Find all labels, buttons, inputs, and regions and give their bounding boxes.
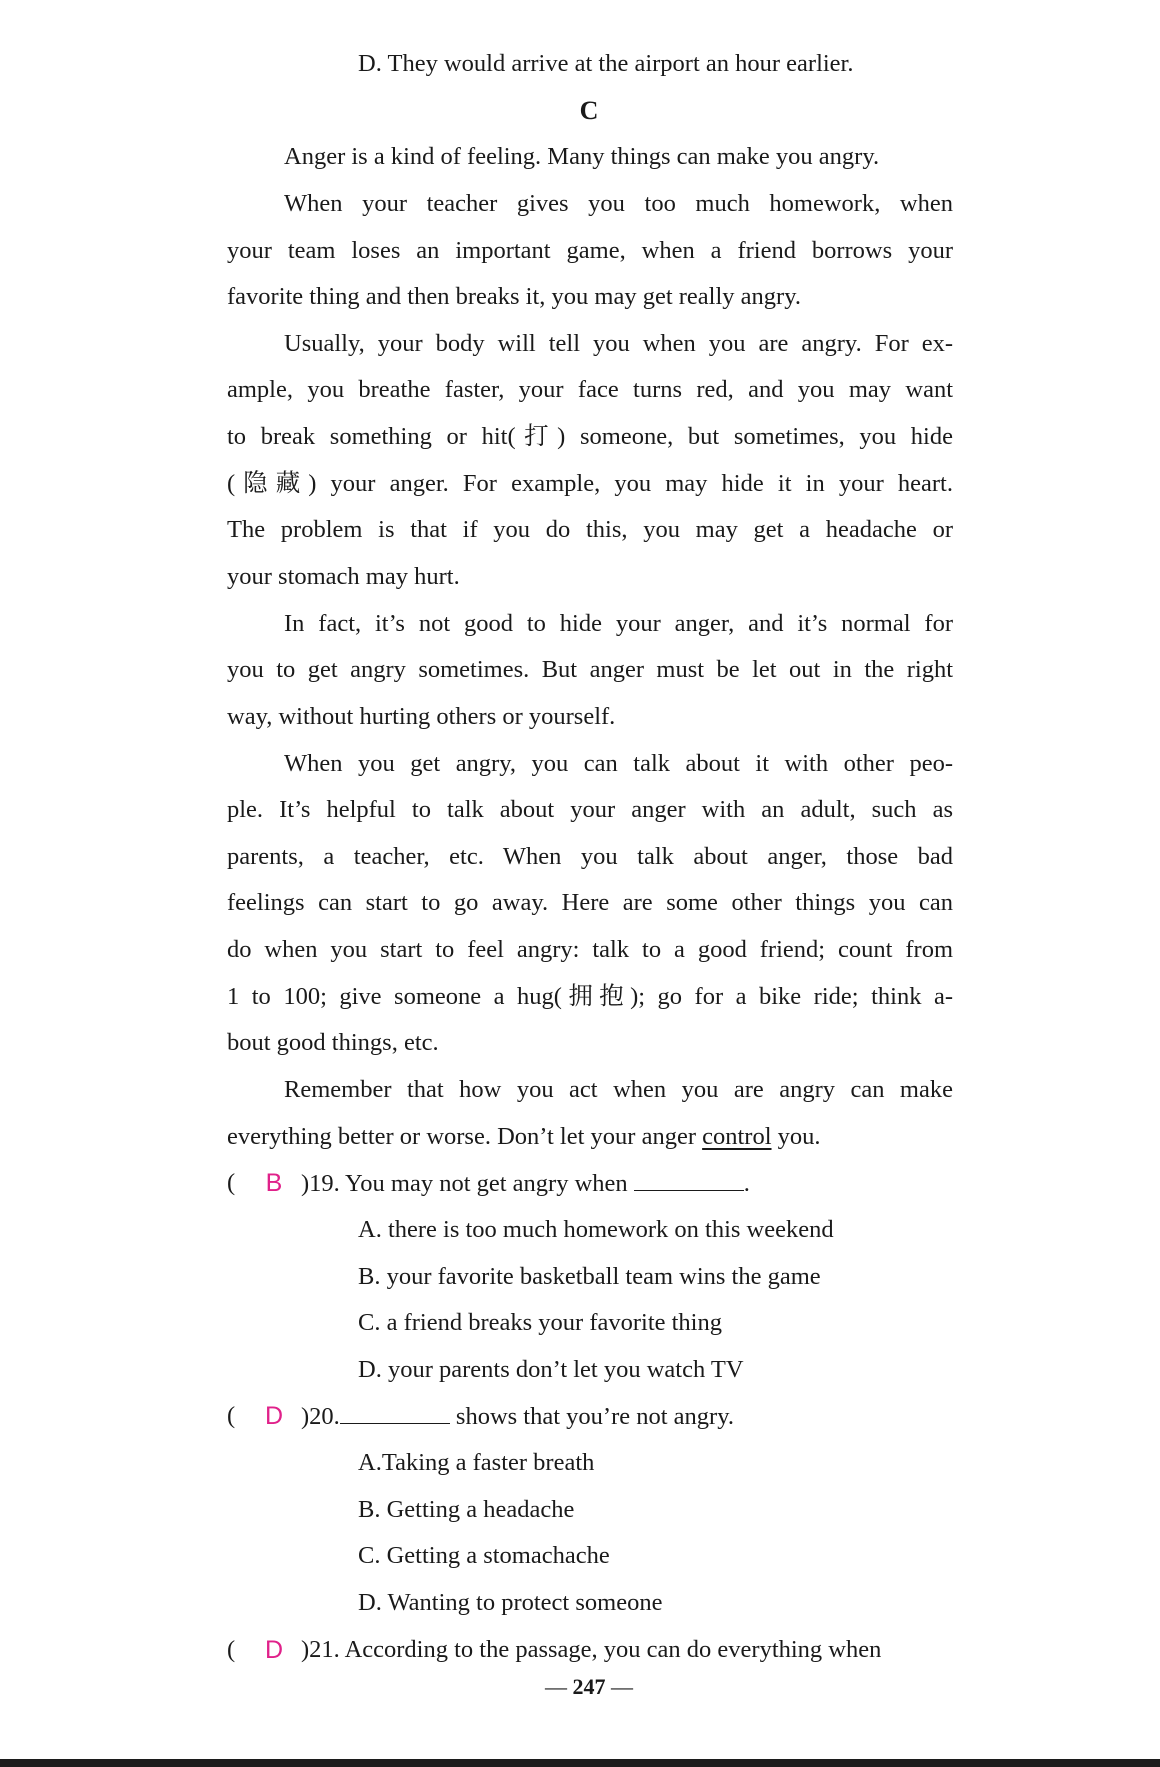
q21-stem-text: According to the passage, you can do everything when xyxy=(344,1636,882,1663)
q19-stem xyxy=(301,1168,750,1199)
passage-p4-line1: In fact, it’s not good to hide your anger, and it’s normal for xyxy=(284,610,953,637)
q20-stem-after: shows that you’re not angry. xyxy=(449,1403,734,1430)
page-number xyxy=(0,1674,1160,1700)
bottom-edge-bar xyxy=(0,1759,1160,1767)
prev-question-option-d: D. They would arrive at the airport an hour earlier. xyxy=(358,50,854,77)
passage-p3-line4: (隐藏) your anger. For example, you may hide it in your heart. xyxy=(227,470,953,497)
q20-option-b: B. Getting a headache xyxy=(358,1496,575,1523)
q21-paren-close: ) xyxy=(301,1636,310,1663)
q20-answer: D xyxy=(264,1402,284,1430)
q20-paren-open: ( xyxy=(227,1402,236,1429)
q19-option-d: D. your parents don’t let you watch TV xyxy=(358,1356,744,1383)
q20-option-c: C. Getting a stomachache xyxy=(358,1542,610,1569)
page-number-value: 247 xyxy=(572,1674,606,1699)
passage-p5-line7: bout good things, etc. xyxy=(227,1029,439,1056)
passage-p5-line1: When you get angry, you can talk about it with other peo- xyxy=(284,750,953,777)
passage-p5-line5: do when you start to feel angry: talk to a good friend; count from xyxy=(227,936,953,963)
q19-option-a: A. there is too much homework on this weekend xyxy=(358,1216,834,1243)
passage-p3-line2: ample, you breathe faster, your face turns red, and you may want xyxy=(227,376,953,403)
q19-answer-blank[interactable] xyxy=(634,1168,744,1191)
q19-answer: B xyxy=(265,1169,283,1197)
passage-p5-line2: ple. It’s helpful to talk about your anger with an adult, such as xyxy=(227,796,953,823)
page-number-dash-left: — xyxy=(545,1674,567,1699)
passage-p6-line2 xyxy=(227,1122,821,1152)
passage-p2-line3: favorite thing and then breaks it, you may get really angry. xyxy=(227,283,801,310)
section-title: C xyxy=(579,96,599,125)
passage-p3-line3: to break something or hit(打) someone, but sometimes, you hide xyxy=(227,423,953,450)
q20-option-d: D. Wanting to protect someone xyxy=(358,1589,663,1616)
passage-p4-line3: way, without hurting others or yourself. xyxy=(227,703,616,730)
q21-paren-open: ( xyxy=(227,1636,236,1663)
passage-p6-line1: Remember that how you act when you are angry can make xyxy=(284,1076,953,1103)
passage-p3-line1: Usually, your body will tell you when you are angry. For ex- xyxy=(284,330,953,357)
underlined-word-control: control xyxy=(702,1123,772,1150)
passage-p5-line3: parents, a teacher, etc. When you talk about anger, those bad xyxy=(227,843,953,870)
q20-paren-close: ) xyxy=(301,1403,310,1430)
q19-stem-after: . xyxy=(743,1170,750,1197)
q20-stem xyxy=(301,1401,734,1432)
q19-paren-open: ( xyxy=(227,1169,236,1196)
q20-option-a: A.Taking a faster breath xyxy=(358,1449,595,1476)
passage-p2-line2: your team loses an important game, when a friend borrows your xyxy=(227,237,953,264)
p6-text-before: everything better or worse. Don’t let your anger xyxy=(227,1123,703,1150)
q19-number: 19. xyxy=(309,1170,340,1197)
passage-p2-line1: When your teacher gives you too much homework, when xyxy=(284,190,953,217)
passage-p5-line6: 1 to 100; give someone a hug(拥抱); go for a bike ride; think a- xyxy=(227,983,953,1010)
q19-paren-close: ) xyxy=(301,1170,310,1197)
q20-number: 20. xyxy=(309,1403,340,1430)
q21-stem xyxy=(301,1635,881,1665)
passage-p5-line4: feelings can start to go away. Here are some other things you can xyxy=(227,889,953,916)
passage-p3-line6: your stomach may hurt. xyxy=(227,563,460,590)
q19-option-c: C. a friend breaks your favorite thing xyxy=(358,1309,722,1336)
q21-number: 21. xyxy=(309,1636,340,1663)
passage-p1: Anger is a kind of feeling. Many things can make you angry. xyxy=(284,143,880,170)
p6-text-after: you. xyxy=(771,1123,821,1150)
passage-p4-line2: you to get angry sometimes. But anger must be let out in the right xyxy=(227,656,953,683)
q20-answer-blank[interactable] xyxy=(340,1401,450,1424)
q19-stem-before: You may not get angry when xyxy=(345,1170,634,1197)
page-number-dash-right: — xyxy=(611,1674,633,1699)
q21-answer: D xyxy=(264,1636,284,1664)
passage-p3-line5: The problem is that if you do this, you may get a headache or xyxy=(227,516,953,543)
q19-option-b: B. your favorite basketball team wins the game xyxy=(358,1263,821,1290)
